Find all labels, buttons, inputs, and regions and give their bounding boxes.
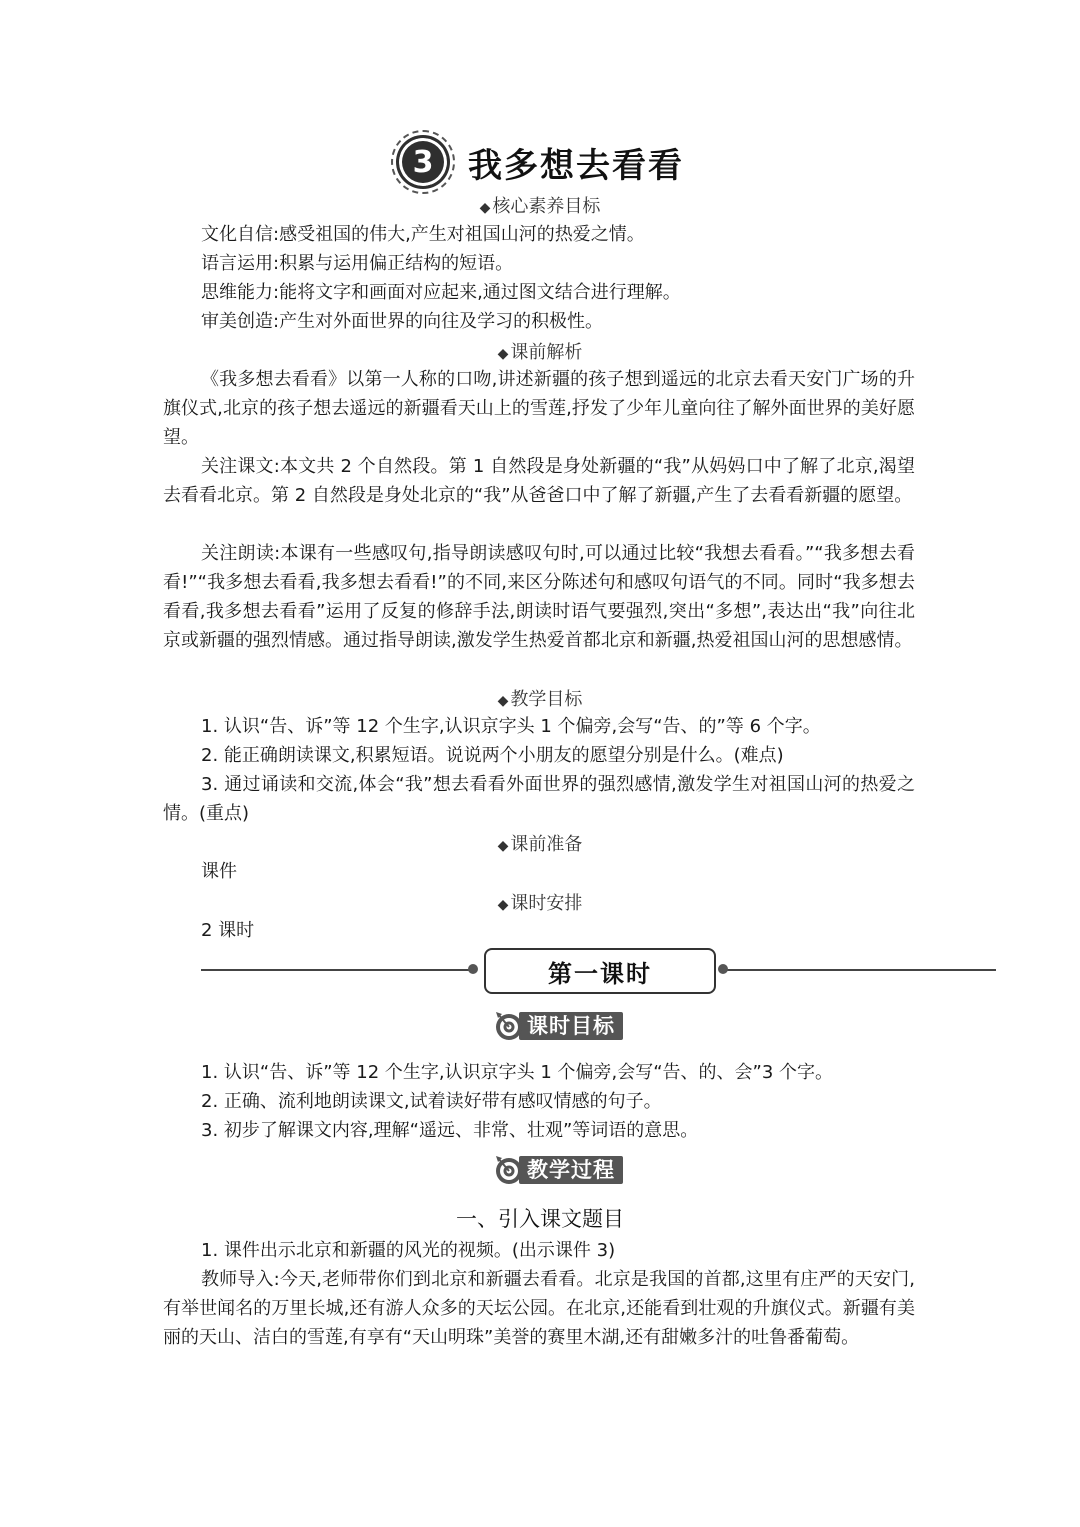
lesson-period-banner: 第一课时 bbox=[484, 948, 716, 994]
process-heading: 一、引入课文题目 bbox=[456, 1207, 624, 1231]
core-goal-item: 语言运用:积累与运用偏正结构的短语。 bbox=[201, 253, 514, 274]
diamond-icon: ◆ bbox=[497, 346, 509, 362]
target-icon bbox=[493, 1010, 525, 1042]
teaching-goal-item: 1. 认识“告、诉”等 12 个生字,认识京字头 1 个偏旁,会写“告、的”等 6 个字。 bbox=[201, 716, 821, 737]
section-heading-prep: ◆ 课前准备 bbox=[497, 834, 583, 855]
lesson-goal-item: 2. 正确、流利地朗读课文,试着读好带有感叹情感的句子。 bbox=[201, 1091, 662, 1112]
diamond-icon: ◆ bbox=[497, 838, 509, 854]
analysis-paragraph: 关注朗读:本课有一些感叹句,指导朗读感叹句时,可以通过比较“我想去看看。”“我多想去看看!”“我多想去看看,我多想去看看!”的不同,来区分陈述句和感叹句语气的不同。同时“我多想去看看,我多想去看看”运用了反复的修辞手法,朗读时语气要强烈,突出“多想”,表达出“我”向往北京或新疆的强烈情感。通过指导朗读,激发学生热爱首都北京和新疆,热爱祖国山河的思想感情。 bbox=[163, 543, 915, 651]
lesson-number-badge: 3 bbox=[396, 135, 450, 189]
tag-lesson-goals bbox=[493, 1010, 623, 1042]
diamond-icon: ◆ bbox=[497, 897, 509, 913]
diamond-icon: ◆ bbox=[479, 200, 491, 216]
tag-label: 课时目标 bbox=[519, 1012, 623, 1040]
divider-dot-right bbox=[718, 964, 728, 974]
section-heading-analysis: ◆ 课前解析 bbox=[497, 342, 583, 363]
lesson-title bbox=[0, 134, 1080, 190]
core-goal-item: 思维能力:能将文字和画面对应起来,通过图文结合进行理解。 bbox=[201, 282, 681, 303]
prep-text: 课件 bbox=[201, 861, 237, 882]
divider-line-left bbox=[201, 969, 471, 971]
analysis-paragraph: 《我多想去看看》以第一人称的口吻,讲述新疆的孩子想到遥远的北京去看天安门广场的升旗仪式,北京的孩子想去遥远的新疆看天山上的雪莲,抒发了少年儿童向往了解外面世界的美好愿望。 bbox=[163, 369, 915, 448]
section-heading-core: ◆ 核心素养目标 bbox=[479, 196, 601, 217]
teaching-goal-item: 3. 通过诵读和交流,体会“我”想去看看外面世界的强烈感情,激发学生对祖国山河的热爱之情。(重点) bbox=[163, 774, 915, 824]
analysis-paragraph: 关注课文:本文共 2 个自然段。第 1 自然段是身处新疆的“我”从妈妈口中了解了北京,渴望去看看北京。第 2 自然段是身处北京的“我”从爸爸口中了解了新疆,产生了去看看新疆的愿望。 bbox=[163, 456, 915, 506]
lesson-goal-item: 3. 初步了解课文内容,理解“遥远、非常、壮观”等词语的意思。 bbox=[201, 1120, 699, 1141]
schedule-text: 2 课时 bbox=[201, 920, 255, 941]
process-item: 1. 课件出示北京和新疆的风光的视频。(出示课件 3) bbox=[201, 1240, 616, 1261]
diamond-icon: ◆ bbox=[497, 693, 509, 709]
divider-line-right bbox=[724, 969, 996, 971]
process-paragraph: 教师导入:今天,老师带你们到北京和新疆去看看。北京是我国的首都,这里有庄严的天安门,有举世闻名的万里长城,还有游人众多的天坛公园。在北京,还能看到壮观的升旗仪式。新疆有美丽的天山、洁白的雪莲,有享有“天山明珠”美誉的赛里木湖,还有甜嫩多汁的吐鲁番葡萄。 bbox=[163, 1269, 915, 1348]
core-goal-item: 审美创造:产生对外面世界的向往及学习的积极性。 bbox=[201, 311, 604, 332]
tag-label: 教学过程 bbox=[519, 1156, 623, 1184]
lesson-title-text: 我多想去看看 bbox=[468, 145, 684, 186]
section-heading-schedule: ◆ 课时安排 bbox=[497, 893, 583, 914]
teaching-goal-item: 2. 能正确朗读课文,积累短语。说说两个小朋友的愿望分别是什么。(难点) bbox=[201, 745, 784, 766]
lesson-goal-item: 1. 认识“告、诉”等 12 个生字,认识京字头 1 个偏旁,会写“告、的、会”3 个字。 bbox=[201, 1062, 834, 1083]
divider-dot-left bbox=[468, 964, 478, 974]
tag-teaching-process bbox=[493, 1154, 623, 1186]
section-heading-goals: ◆ 教学目标 bbox=[497, 689, 583, 710]
core-goal-item: 文化自信:感受祖国的伟大,产生对祖国山河的热爱之情。 bbox=[201, 224, 645, 245]
target-icon bbox=[493, 1154, 525, 1186]
